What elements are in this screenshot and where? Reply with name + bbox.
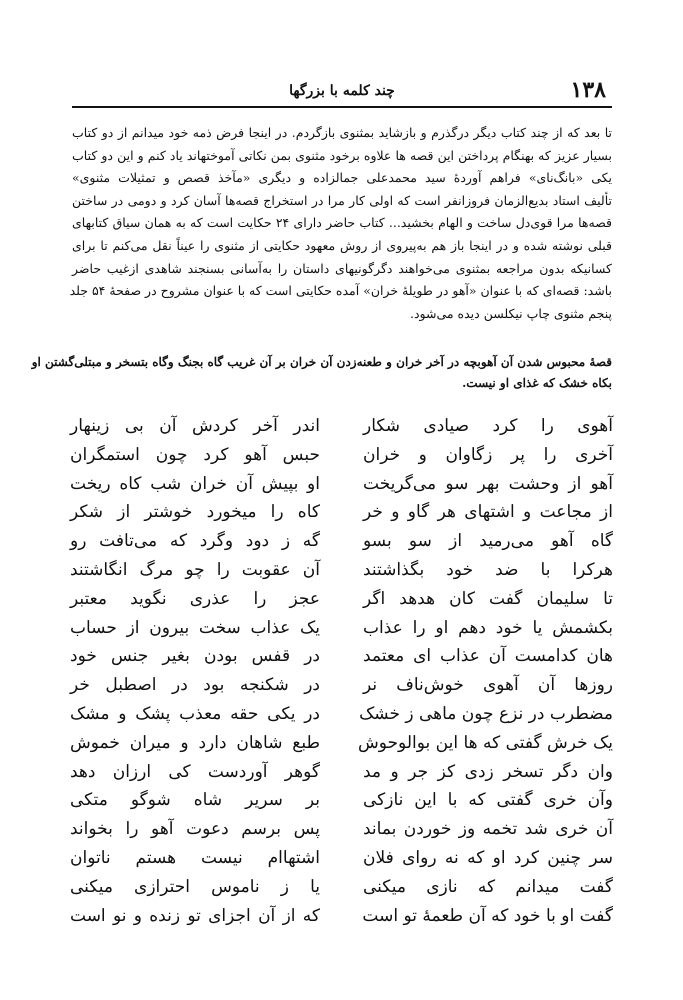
verse-line: وان دگر تسخر زدی کز جر و مد	[363, 761, 613, 782]
page-header	[72, 76, 612, 108]
verse-line: مضطرب در نزع چون ماهی ز خشک	[359, 703, 613, 724]
intro-line: کسانیکه بدون مراجعه بمثنوی می‌خواهند دگرگونیهای داستان را به‌آسانی بسنجند شاهدی ازغیب حاضر	[72, 260, 612, 276]
poem-left-column	[70, 412, 320, 930]
section-heading-line: بکاه خشک که غذای او نیست.	[462, 376, 612, 390]
verse-line: پس برسم دعوت آهو را بخواند	[70, 819, 320, 840]
section-heading	[31, 352, 612, 394]
verse-line: هرکرا با ضد خود بگذاشتند	[363, 559, 613, 580]
verse-line: وآن خری گفتی که با این نازکی	[363, 790, 613, 811]
verse-line: گه ز دود وگرد که می‌تافت رو	[70, 531, 320, 552]
verse-line: هان کدامست آن عذاب ای معتمد	[363, 646, 613, 667]
verse-line: آخری را پر زگاوان و خران	[363, 444, 613, 465]
verse-line: از مجاعت و اشتهای هر گاو و خر	[363, 502, 613, 523]
intro-line: یکی «بانگ‌نای» فراهم آوردهٔ سید محمدعلی جمالزاده و دیگری «مآخذ قصص و تمثیلات مثنوی»	[72, 170, 612, 186]
verse-line: در قفس بودن بغیر جنس خود	[70, 646, 320, 667]
verse-line: روزها آن آهوی خوش‌ناف نر	[363, 675, 613, 696]
verse-line: گفت میدانم که نازی میکنی	[363, 876, 613, 897]
verse-line: سر چنین کرد او که نه روای فلان	[363, 847, 613, 868]
intro-line: پنجم مثنوی چاپ نیکلسن دیده می‌شود.	[410, 305, 612, 321]
verse-line: در شکنجه بود در اصطبل خر	[70, 675, 320, 696]
intro-line: قصه‌ها مرا قوی‌دل ساخت و الهام بخشید... کتاب حاضر دارای ۲۴ حکایت است که به همان سیاق کتابهای	[72, 215, 613, 231]
verse-line: گاه آهو می‌رمید از سو بسو	[363, 531, 613, 552]
verse-line: اندر آخر کردش آن بی زینهار	[70, 416, 320, 436]
verse-line: آهوی را کرد صیادی شکار	[363, 416, 613, 436]
verse-line: کاه را میخورد خوشتر از شکر	[70, 502, 320, 523]
intro-paragraph	[69, 122, 613, 325]
verse-line: اشتهاام نیست هستم ناتوان	[70, 847, 320, 868]
verse-line: عجز را عذری نگوید معتبر	[70, 588, 320, 609]
intro-line: تألیف استاد بدیع‌الزمان فروزانفر است که اولی کار مرا در استخراج قصه‌ها آسان کرد و دومی در ساختن	[72, 192, 612, 208]
verse-line: آن عقوبت را چو مرگ انگاشتند	[70, 559, 320, 580]
verse-line: گوهر آوردست کی ارزان دهد	[70, 761, 320, 782]
verse-line: آهو از وحشت بهر سو می‌گریخت	[363, 473, 613, 494]
verse-line: حبس آهو کرد چون استمگران	[70, 444, 320, 465]
intro-line: تا بعد که از چند کتاب دیگر درگذرم و بازشاید بمثنوی بازگردم. در اینجا فرض ذمه خود میدانم از دو کتاب	[72, 125, 612, 140]
intro-line: قبلی نوشته شده و در اینجا باز هم به‌پیروی از روش معهود حکایتی از مثنوی را عیناً نقل می‌کنم تا برای	[72, 237, 612, 253]
verse-line: تا سلیمان گفت کان هدهد اگر	[363, 588, 613, 609]
intro-line: بسیار عزیز که بهنگام پرداختن این قصه ها علاوه برخود مثنوی بمن نکاتی آموختهاند یاد کنم و این دو کتاب	[72, 147, 612, 163]
verse-line: یک عذاب سخت بیرون از حساب	[70, 617, 320, 638]
verse-line: بر سریر شاه شوگو متکی	[70, 790, 320, 811]
poem-right-column	[358, 412, 613, 930]
section-heading-line: قصهٔ محبوس شدن آن آهوبچه در آخر خران و طعنه‌زدن آن خران بر آن غریب گاه بجنگ وگاه بتسخر و مبتلی‌گشتن او	[31, 355, 612, 369]
verse-line: گفت او با خود که آن طعمهٔ تو است	[362, 905, 613, 926]
verse-line: در یکی حقه معذب پشک و مشک	[70, 703, 320, 724]
verse-line: که از آن اجزای تو زنده و نو است	[70, 905, 320, 926]
running-title: چند کلمه با بزرگها	[289, 83, 395, 99]
verse-line: او بپیش آن خران شب کاه ریخت	[70, 473, 320, 494]
intro-line: باشد: قصه‌ای که با عنوان «آهو در طویلهٔ خران» آمده حکایتی است که با عنوان مشروح در صفحهٔ ۵۴ جلد	[69, 283, 612, 299]
verse-line: آن خری شد تخمه وز خوردن بماند	[363, 819, 613, 840]
verse-line: طبع شاهان دارد و میران خموش	[70, 732, 320, 753]
page-number: ۱۳۸	[570, 77, 606, 103]
verse-line: یک خرش گفتی که ها این بوالوحوش	[358, 732, 613, 753]
verse-line: بکشمش یا خود دهم او را عذاب	[363, 617, 613, 638]
verse-line: یا ز ناموس احترازی میکنی	[70, 876, 320, 897]
